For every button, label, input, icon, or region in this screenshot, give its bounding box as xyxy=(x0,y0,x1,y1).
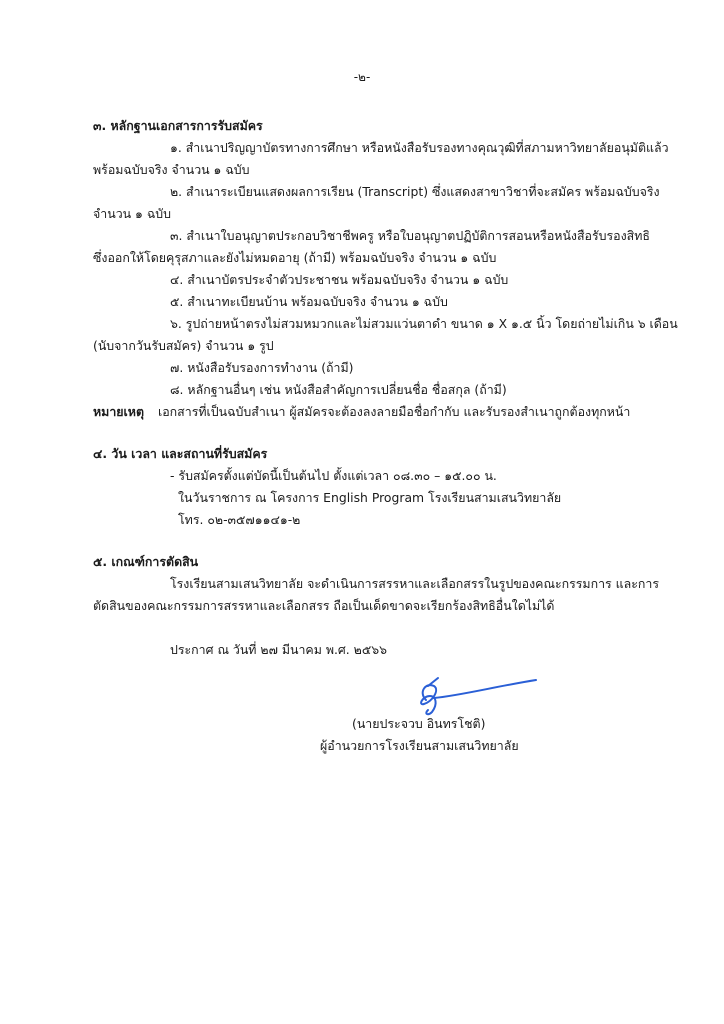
phone-line: โทร. ๐๒-๓๕๗๑๑๔๑-๒ xyxy=(178,512,301,527)
item-3-line-1: ๓. สำเนาใบอนุญาตประกอบวิชาชีพครู หรือใบอนุญาตปฏิบัติการสอนหรือหนังสือรับรองสิทธิ xyxy=(170,228,650,243)
item-4: ๔. สำเนาบัตรประจำตัวประชาชน พร้อมฉบับจริง จำนวน ๑ ฉบับ xyxy=(170,272,509,287)
page-number: -๒- xyxy=(353,70,371,84)
location-line: ในวันราชการ ณ โครงการ English Program โรงเรียนสามเสนวิทยาลัย xyxy=(178,490,562,505)
item-3-line-2: ซึ่งออกให้โดยคุรุสภาและยังไม่หมดอายุ (ถ้ามี) พร้อมฉบับจริง จำนวน ๑ ฉบับ xyxy=(93,250,497,265)
signatory-title: ผู้อำนวยการโรงเรียนสามเสนวิทยาลัย xyxy=(320,738,519,753)
item-2-line-2: จำนวน ๑ ฉบับ xyxy=(93,206,172,221)
item-5: ๕. สำเนาทะเบียนบ้าน พร้อมฉบับจริง จำนวน ๑ ฉบับ xyxy=(170,294,448,309)
item-8: ๘. หลักฐานอื่นๆ เช่น หนังสือสำคัญการเปลี่ยนชื่อ ชื่อสกุล (ถ้ามี) xyxy=(170,382,507,397)
criteria-line-2: ตัดสินของคณะกรรมการสรรหาและเลือกสรร ถือเป็นเด็ดขาดจะเรียกร้องสิทธิอื่นใดไม่ได้ xyxy=(93,598,555,613)
section-5-heading: ๕. เกณฑ์การตัดสิน xyxy=(93,554,199,569)
item-2-line-1: ๒. สำเนาระเบียนแสดงผลการเรียน (Transcript) ซึ่งแสดงสาขาวิชาที่จะสมัคร พร้อมฉบับจริง xyxy=(170,184,660,199)
schedule-line: - รับสมัครตั้งแต่บัดนี้เป็นต้นไป ตั้งแต่เวลา ๐๘.๓๐ – ๑๕.๐๐ น. xyxy=(170,468,497,483)
section-4-heading: ๔. วัน เวลา และสถานที่รับสมัคร xyxy=(93,446,268,461)
item-6-line-1: ๖. รูปถ่ายหน้าตรงไม่สวมหมวกและไม่สวมแว่นตาดำ ขนาด ๑ X ๑.๕ นิ้ว โดยถ่ายไม่เกิน ๖ เดือน xyxy=(170,316,678,331)
announcement-date: ประกาศ ณ วันที่ ๒๗ มีนาคม พ.ศ. ๒๕๖๖ xyxy=(170,642,387,657)
item-7: ๗. หนังสือรับรองการทำงาน (ถ้ามี) xyxy=(170,360,354,375)
item-6-line-2: (นับจากวันรับสมัคร) จำนวน ๑ รูป xyxy=(93,338,274,353)
criteria-line-1: โรงเรียนสามเสนวิทยาลัย จะดำเนินการสรรหาและเลือกสรรในรูปของคณะกรรมการ และการ xyxy=(170,576,659,591)
note-label: หมายเหตุ xyxy=(93,404,145,419)
item-1-line-1: ๑. สำเนาปริญญาบัตรทางการศึกษา หรือหนังสือรับรองทางคุณวุฒิที่สภามหาวิทยาลัยอนุมัติแล้ว xyxy=(170,140,669,155)
item-1-line-2: พร้อมฉบับจริง จำนวน ๑ ฉบับ xyxy=(93,162,250,177)
note-text: เอกสารที่เป็นฉบับสำเนา ผู้สมัครจะต้องลงลายมือชื่อกำกับ และรับรองสำเนาถูกต้องทุกหน้า xyxy=(158,404,631,419)
section-3-heading: ๓. หลักฐานเอกสารการรับสมัคร xyxy=(93,118,263,133)
signatory-name: (นายประจวบ อินทรโชติ) xyxy=(352,716,486,731)
